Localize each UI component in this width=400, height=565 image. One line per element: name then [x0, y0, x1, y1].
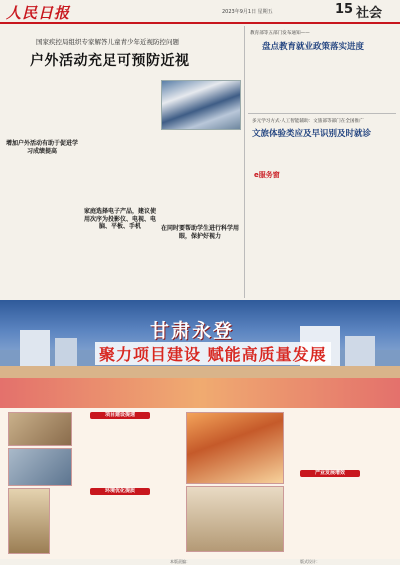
- advertorial-intro: [68, 384, 330, 406]
- service-window-label: e服务窗: [254, 171, 280, 179]
- lead-body-col-3: [161, 132, 239, 295]
- advertorial-body-2: [288, 412, 392, 468]
- advertorial-photo-3: [8, 488, 50, 554]
- service-body-2: [324, 140, 394, 295]
- advertorial-subtitle: 聚力项目建设 赋能高质量发展: [95, 342, 331, 365]
- advertorial-photo-2: [8, 448, 72, 486]
- lead-kicker: 国家疾控局组织专家解答儿童青少年近视防控问题: [36, 38, 179, 46]
- advertorial-photo-1: [8, 412, 72, 446]
- advertorial-tag-1: 项目建设提速: [90, 412, 150, 419]
- lead-headline: 户外活动充足可预防近视: [30, 53, 190, 69]
- right-mid-body: [250, 140, 320, 165]
- right-top-body-2: [324, 52, 394, 110]
- subhead-1: 增加户外活动有助于促进学习成绩提高: [6, 140, 79, 155]
- dateline: 2023年9月1日 星期五: [222, 9, 273, 15]
- column-divider: [244, 26, 245, 298]
- right-mid-kicker: 多元学习方式·人工智能辅助：文旅部等部门在全国推广: [252, 119, 364, 124]
- page-footer: [0, 558, 400, 565]
- advertorial-tag-2: 产业发展增效: [300, 470, 360, 477]
- advertorial-title: 甘肃永登: [150, 320, 235, 342]
- section-name: 社会: [356, 6, 383, 21]
- footer-editor: 本版责编：: [170, 559, 190, 564]
- section-divider: [248, 113, 396, 114]
- lead-body-col-1: [6, 80, 78, 295]
- advertorial-body-3: [54, 498, 182, 552]
- right-top-title: 盘点教育就业政策落实进度: [262, 42, 365, 52]
- advertorial-photo-4: [186, 486, 284, 552]
- subhead-3: 在同时要帮助学生进行科学用眼，保护好视力: [161, 225, 240, 240]
- newspaper-logo: 人民日报: [6, 4, 71, 22]
- service-body-1: [250, 180, 320, 295]
- advertorial-factory-photo: [186, 412, 284, 484]
- lead-photo: [161, 80, 241, 130]
- right-mid-title: 文旅体验类应及早识别及时就诊: [252, 129, 372, 139]
- advertorial-body-4: [288, 480, 392, 552]
- subhead-2: 家庭选择电子产品，建议使用次序为投影仪、电视、电脑、平板、手机: [84, 208, 157, 230]
- advertorial-body-1: [78, 422, 182, 484]
- advertorial-tag-3: 环境优化提质: [90, 488, 150, 495]
- page-number: 15: [335, 2, 354, 17]
- right-top-kicker: 教育部等五部门发布通知——: [250, 31, 310, 36]
- right-top-body-1: [250, 52, 320, 110]
- lead-body-col-2: [84, 80, 156, 295]
- footer-designer: 版式设计：: [300, 559, 320, 564]
